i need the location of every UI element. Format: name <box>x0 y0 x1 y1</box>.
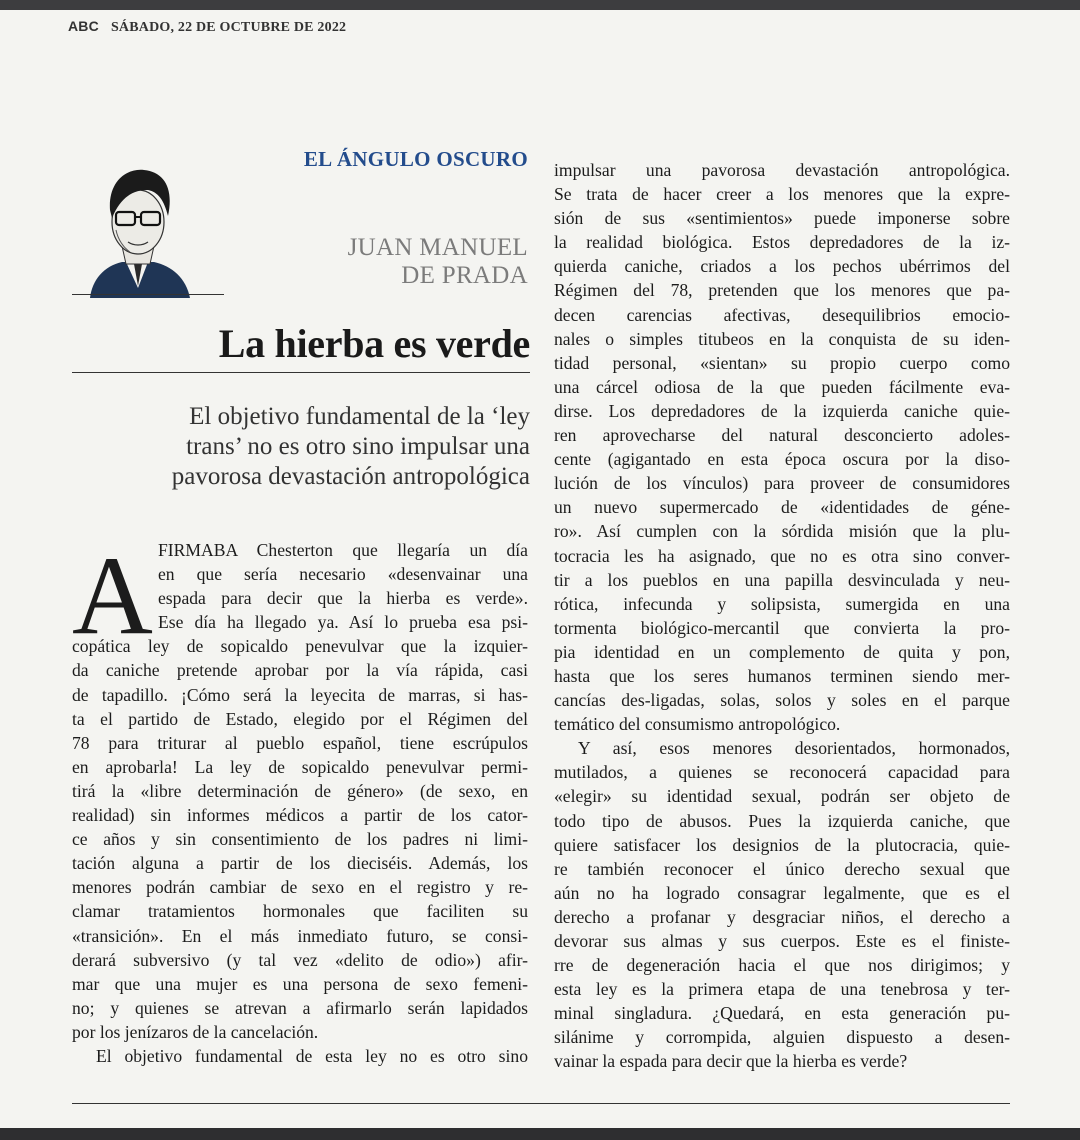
body-line: quierda caniche, criados a los pechos ubérrimos del <box>554 256 1010 277</box>
body-line: espada para decir que la hierba es verde». <box>158 588 528 609</box>
body-line: derará subversivo (y tal vez «delito de odio») afir- <box>72 949 528 970</box>
body-line: tormenta biológico-mercantil que convierta la pro- <box>554 617 1010 638</box>
body-line: El objetivo fundamental de esta ley no es otro sino <box>96 1045 528 1066</box>
body-line: de tapadillo. ¡Cómo será la leyecita de marras, si has- <box>72 684 528 705</box>
body-line: copática ley de sopicaldo penevulvar que la izquier- <box>72 636 528 657</box>
body-line: no; y quienes se atrevan a afirmarlo serán lapidados <box>72 997 528 1018</box>
body-line: cente (agigantado en esta época oscura por la diso- <box>554 449 1010 470</box>
body-column-left <box>72 534 528 1068</box>
bottom-edge <box>0 1128 1080 1140</box>
body-line: Se trata de hacer creer a los menores que la expre- <box>554 184 1010 205</box>
body-line: devorar sus almas y sus cuerpos. Este es el finiste- <box>554 931 1010 951</box>
newspaper-page <box>0 10 1080 1128</box>
body-line: esta ley es la primera etapa de una tenebrosa y ter- <box>554 979 1010 1000</box>
body-line: «elegir» su identidad sexual, podrán ser objeto de <box>554 786 1010 807</box>
body-line: menores podrán cambiar de sexo en el registro y re- <box>72 877 528 898</box>
subhead-line: pavorosa devastación antropológica <box>171 463 530 490</box>
body-line: en aprobarla! La ley de sopicaldo penevulvar permi- <box>72 756 528 777</box>
body-line: FIRMABA Chesterton que llegaría un día <box>158 540 528 560</box>
body-line: por los jenízaros de la cancelación. <box>72 1021 319 1042</box>
body-line: tir a los pueblos en una papilla desvinculada y neu- <box>554 569 1010 590</box>
body-line: ren aprovecharse del natural desconcierto adoles- <box>554 425 1010 446</box>
section-title: EL ÁNGULO OSCURO <box>303 147 528 171</box>
body-line: «transición». En el más inmediato futuro, se consi- <box>72 925 528 946</box>
footer-rule <box>72 1103 1010 1104</box>
body-line: rótica, infecunda y solipsista, sumergida en una <box>554 593 1010 614</box>
body-line: un nuevo supermercado de «identidades de géne- <box>554 497 1010 518</box>
headline-divider <box>72 372 530 373</box>
body-line: hasta que los seres humanos terminen siendo mer- <box>554 665 1010 686</box>
body-line: aún no ha logrado consagrar legalmente, que es el <box>554 882 1010 903</box>
issue-date: SÁBADO, 22 DE OCTUBRE DE 2022 <box>110 20 347 35</box>
body-line: ro». Así cumplen con la sórdida misión que la plu- <box>554 521 1010 542</box>
body-line: silánime y corrompida, alguien dispuesto a desen- <box>554 1027 1010 1048</box>
body-line: Y así, esos menores desorientados, hormonados, <box>578 738 1010 759</box>
body-line: da caniche pretende aprobar por la vía rápida, casi <box>72 660 528 681</box>
drop-cap: A <box>72 534 153 658</box>
body-line: la realidad biológica. Estos depredadores de la iz- <box>554 232 1010 253</box>
subhead-line: trans’ no es otro sino impulsar una <box>186 433 530 460</box>
body-line: cancías des-ligadas, solas, solos y soles en el parque <box>554 690 1010 711</box>
body-line: tidad personal, «sientan» su propio cuerpo como <box>554 352 1010 373</box>
body-line: quiere satisfacer los designios de la plutocracia, quie- <box>554 834 1010 855</box>
body-line: rre de degeneración hacia el que nos dirigimos; y <box>554 955 1010 976</box>
body-line: lución de los vínculos) para proveer de consumidores <box>554 473 1010 494</box>
portrait-divider <box>72 294 224 295</box>
body-line: pia identidad en un complemento de quita y pon, <box>554 641 1010 662</box>
body-line: todo tipo de abusos. Pues la izquierda caniche, que <box>554 810 1010 831</box>
author-first-name: JUAN MANUEL <box>347 234 528 261</box>
body-line: minal singladura. ¿Quedará, en esta generación pu- <box>554 1003 1010 1024</box>
body-line: realidad) sin informes médicos a partir de los cator- <box>72 805 528 826</box>
body-line: Ese día ha llegado ya. Así lo prueba esa psi- <box>158 612 528 633</box>
body-line: vainar la espada para decir que la hierba es verde? <box>554 1051 908 1072</box>
page-header <box>68 18 346 36</box>
body-line: tocracia les ha asignado, que no es otra sino conver- <box>554 545 1010 566</box>
top-edge <box>0 0 1080 10</box>
body-line: mutilados, a quienes se reconocerá capacidad para <box>554 762 1010 783</box>
body-line: tación alguna a partir de los dieciséis. Además, los <box>72 853 528 874</box>
body-line: re también reconocer el único derecho sexual que <box>554 858 1010 879</box>
article-subheadline <box>80 402 530 492</box>
body-column-right <box>554 158 1010 1074</box>
body-line: impulsar una pavorosa devastación antropológica. <box>554 160 1010 180</box>
article-headline: La hierba es verde <box>218 321 530 366</box>
body-line: 78 para triturar al pueblo español, tiene escrúpulos <box>72 732 528 753</box>
paper-name: ABC <box>68 18 99 34</box>
body-line: decen carencias afectivas, desequilibrios emocio- <box>554 304 1010 325</box>
body-line: clamar tratamientos hormonales que faciliten su <box>72 901 528 922</box>
body-line: mar que una mujer es una persona de sexo femeni- <box>72 973 528 994</box>
author-portrait-illustration <box>82 160 192 300</box>
body-line: sión de sus «sentimientos» puede imponerse sobre <box>554 208 1010 229</box>
body-line: dirse. Los depredadores de la izquierda caniche quie- <box>554 400 1010 421</box>
author-last-name: DE PRADA <box>401 262 528 289</box>
body-line: ta el partido de Estado, elegido por el Régimen del <box>72 708 528 729</box>
body-line: tirá la «libre determinación de género» (de sexo, en <box>72 780 528 801</box>
subhead-line: El objetivo fundamental de la ‘ley <box>189 403 530 430</box>
body-line: temático del consumismo antropológico. <box>554 714 841 735</box>
author-byline <box>280 234 528 290</box>
body-line: Régimen del 78, pretenden que los menores que pa- <box>554 280 1010 301</box>
body-line: derecho a profanar y desgraciar niños, el derecho a <box>554 906 1010 927</box>
body-line: nales o simples titubeos en la conquista de su iden- <box>554 328 1010 349</box>
body-line: en que sería necesario «desenvainar una <box>158 564 528 585</box>
body-line: una cárcel odiosa de la que pueden fácilmente eva- <box>554 376 1010 397</box>
body-line: ce años y sin consentimiento de los padres ni limi- <box>72 829 528 850</box>
